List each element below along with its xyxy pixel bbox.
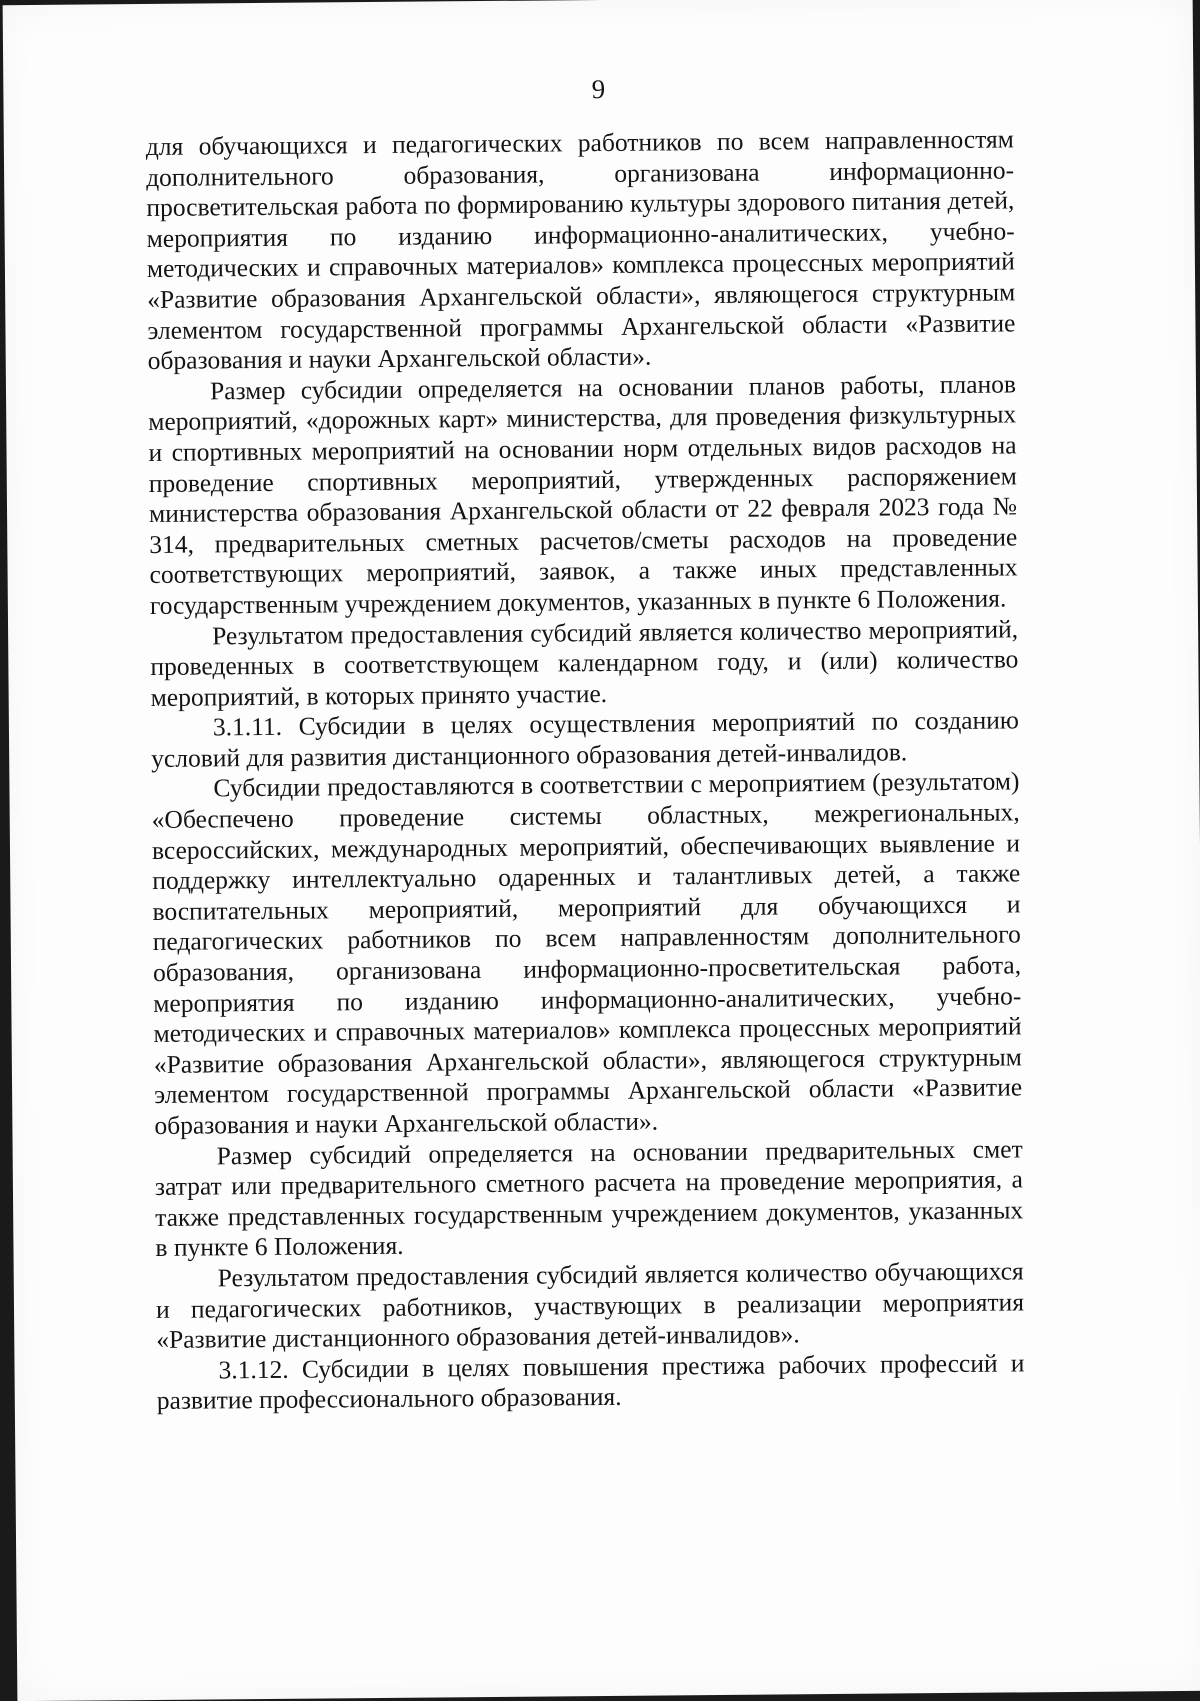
paragraph-section-3-1-12: 3.1.12. Субсидии в целях повышения престижа рабочих профессий и развитие профессионального образования. — [156, 1348, 1025, 1416]
paragraph-subsidy-size-2: Размер субсидий определяется на основании предварительных смет затрат или предварительного сметного расчета на проведение мероприятия, а также представленных государственным учреждением документов, указанных в пункте 6 Положения. — [154, 1133, 1024, 1263]
document-page — [3, 0, 1200, 1701]
paragraph-continuation: для обучающихся и педагогических работников по всем направленностям дополнительного образования, организована информационно-просветительская работа по формированию культуры здорового питания детей, мероприятия по изданию информационно-аналитических, учебно-методических и справочных материалов» комплекса процессных мероприятий «Развитие образования Архангельской области», являющегося структурным элементом государственной программы Архангельской области «Развитие образования и науки Архангельской области». — [145, 124, 1016, 376]
paragraph-subsidy-size-1: Размер субсидии определяется на основании планов работы, планов мероприятий, «дорожных карт» министерства, для проведения физкультурных и спортивных мероприятий на основании норм отдельных видов расходов на проведение спортивных мероприятий, утвержденных распоряжением министерства образования Архангельской области от 22 февраля 2023 года № 314, предварительных сметных расчетов/сметы расходов на проведение соответствующих мероприятий, заявок, а также иных представленных государственным учреждением документов, указанных в пункте 6 Положения. — [148, 369, 1018, 620]
page-number: 9 — [591, 73, 606, 105]
paragraph-subsidy-result-1: Результатом предоставления субсидий является количество мероприятий, проведенных в соответствующем календарном году, и (или) количество мероприятий, в которых принято участие. — [150, 613, 1019, 712]
paragraph-subsidy-result-2: Результатом предоставления субсидий является количество обучающихся и педагогических работников, участвующих в реализации мероприятия «Развитие дистанционного образования детей-инвалидов». — [155, 1256, 1025, 1355]
document-body — [146, 124, 1025, 1416]
paragraph-section-3-1-11: 3.1.11. Субсидии в целях осуществления мероприятий по созданию условий для развития дистанционного образования детей-инвалидов. — [151, 705, 1020, 773]
paragraph-subsidy-provision-2: Субсидии предоставляются в соответствии с мероприятием (результатом) «Обеспечено проведение системы областных, межрегиональных, всероссийских, международных мероприятий, обеспечивающих выявление и поддержку интеллектуально одаренных и талантливых детей, а также воспитательных мероприятий, мероприятий для обучающихся и педагогических работников по всем направленностям дополнительного образования, организована информационно-просветительская работа, мероприятия по изданию информационно-аналитических, учебно-методических и справочных материалов» комплекса процессных мероприятий «Развитие образования Архангельской области», являющегося структурным элементом государственной программы Архангельской области «Развитие образования и науки Архангельской области». — [151, 766, 1023, 1140]
